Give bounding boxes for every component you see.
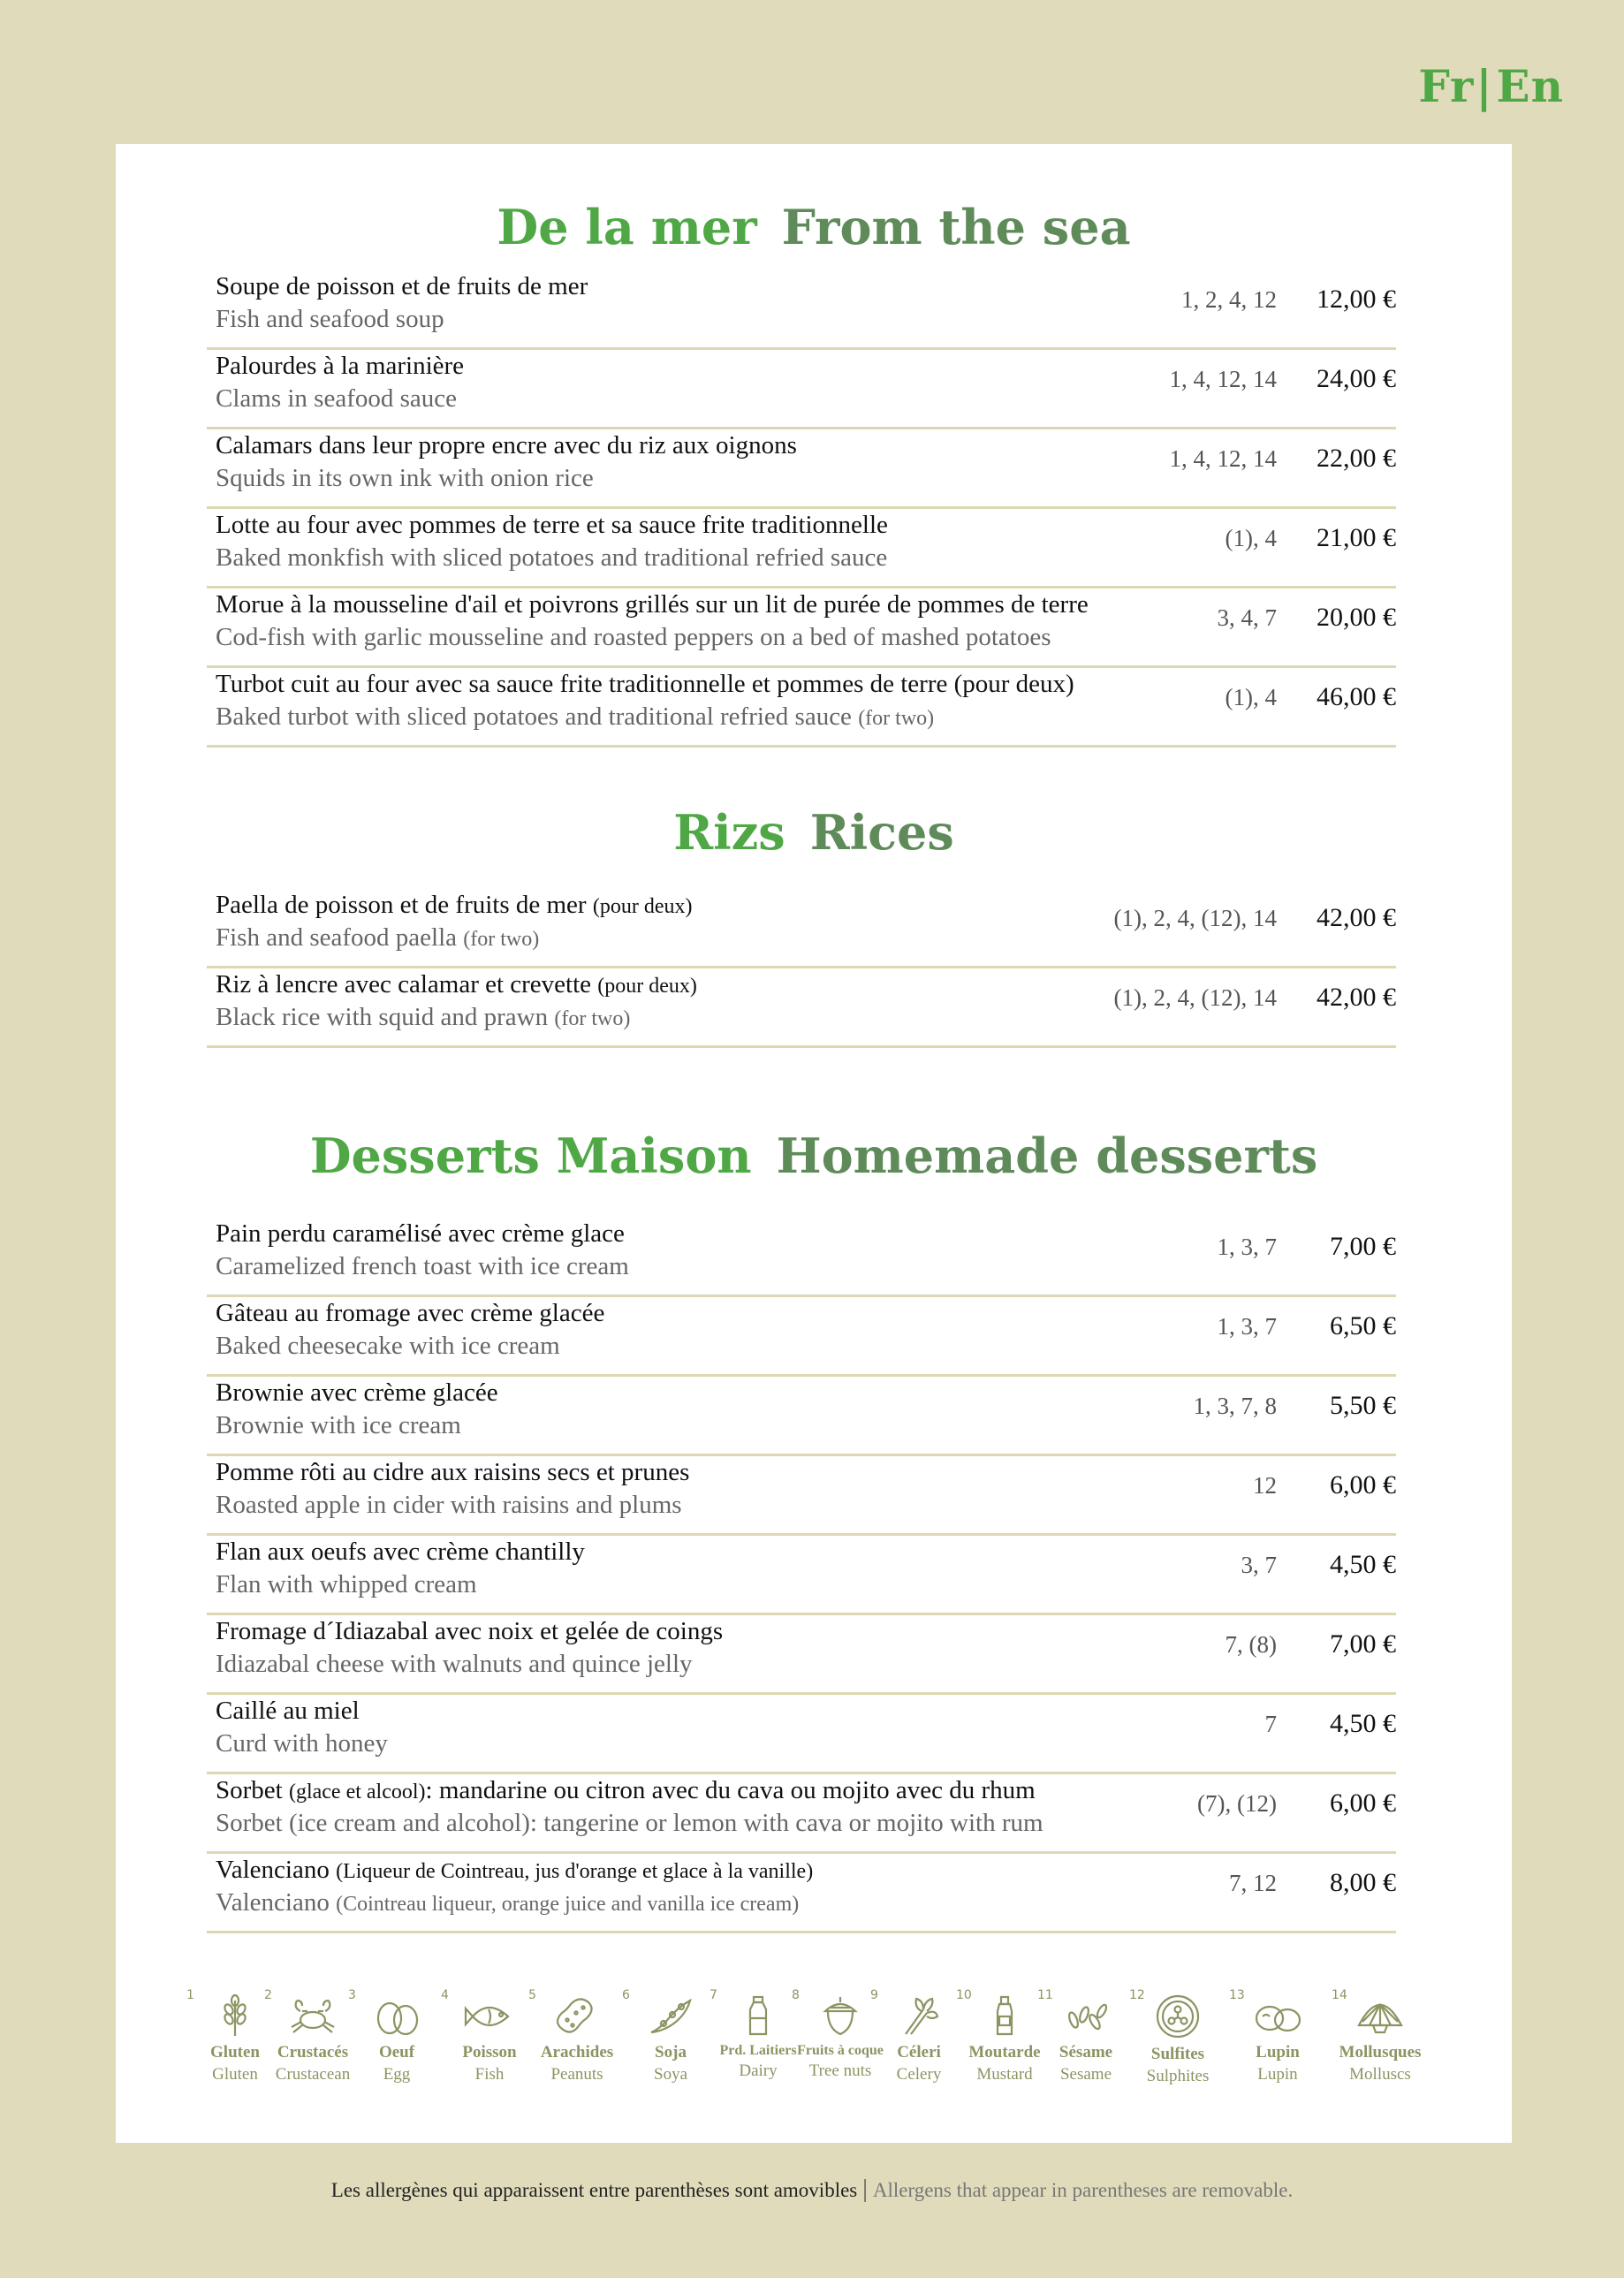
item-name-en: Cod-fish with garlic mousseline and roasted peppers on a bed of mashed potatoes bbox=[216, 623, 1051, 651]
allergen-legend bbox=[186, 1988, 1476, 2103]
acorn-icon bbox=[818, 1993, 862, 2038]
soy-icon bbox=[644, 1993, 697, 2038]
item-allergens: (1), 2, 4, (12), 14 bbox=[1113, 905, 1277, 931]
item-allergens: 1, 3, 7 bbox=[1217, 1234, 1277, 1260]
item-note-en: (Cointreau liqueur, orange juice and vanilla ice cream) bbox=[336, 1893, 800, 1916]
legend-number: 12 bbox=[1129, 1988, 1145, 2002]
menu-item bbox=[207, 350, 1396, 429]
item-name-en: Curd with honey bbox=[216, 1729, 388, 1758]
section-title-sea bbox=[116, 199, 1512, 255]
lupin-icon bbox=[1250, 1993, 1305, 2038]
legend-name-fr: Fruits à coque bbox=[797, 2043, 884, 2058]
item-name-en: Baked cheesecake with ice cream bbox=[216, 1332, 560, 1360]
item-price: 6,50 € bbox=[1330, 1311, 1396, 1340]
legend-name-en: Celery bbox=[896, 2065, 942, 2084]
menu-item bbox=[207, 889, 1396, 968]
menu-item bbox=[207, 429, 1396, 509]
menu-item bbox=[207, 668, 1396, 748]
item-price: 24,00 € bbox=[1317, 364, 1396, 393]
menu-item bbox=[207, 1615, 1396, 1695]
item-allergens: 7 bbox=[1264, 1711, 1277, 1737]
item-name-en bbox=[216, 1003, 630, 1032]
item-allergens: 1, 2, 4, 12 bbox=[1181, 286, 1277, 313]
section-title-en: Rices bbox=[809, 804, 954, 861]
item-name-fr bbox=[216, 1856, 813, 1885]
legend-number: 3 bbox=[348, 1988, 356, 2002]
legend-name-fr: Poisson bbox=[462, 2043, 517, 2062]
item-allergens: (1), 4 bbox=[1225, 684, 1277, 710]
item-name-en-main: Fish and seafood paella bbox=[216, 923, 458, 952]
legend-name-fr: Mollusques bbox=[1339, 2043, 1422, 2062]
legend-number: 13 bbox=[1229, 1988, 1245, 2002]
legend-name-fr: Crustacés bbox=[277, 2043, 349, 2062]
item-name-en: Brownie with ice cream bbox=[216, 1411, 461, 1439]
item-name-fr: Lotte au four avec pommes de terre et sa sauce frite traditionnelle bbox=[216, 511, 888, 539]
legend-name-en: Egg bbox=[383, 2065, 411, 2084]
legend-name-en: Tree nuts bbox=[808, 2062, 872, 2080]
item-note-fr: (Liqueur de Cointreau, jus d'orange et glace à la vanille) bbox=[336, 1860, 814, 1883]
item-name-fr: Calamars dans leur propre encre avec du riz aux oignons bbox=[216, 431, 797, 459]
mustard-icon bbox=[987, 1993, 1022, 2038]
item-name-en: Clams in seafood sauce bbox=[216, 384, 458, 413]
celery-icon bbox=[897, 1993, 941, 2038]
item-name-en: Sorbet (ice cream and alcohol): tangerine or lemon with cava or mojito with rum bbox=[216, 1809, 1043, 1837]
menu-item bbox=[207, 1377, 1396, 1456]
item-name-fr: Caillé au miel bbox=[216, 1697, 360, 1725]
item-allergens: 1, 4, 12, 14 bbox=[1169, 366, 1277, 392]
legend-name-en: Fish bbox=[474, 2065, 505, 2084]
legend-name-en: Mustard bbox=[976, 2065, 1033, 2084]
legend-item bbox=[1129, 1988, 1226, 2086]
menu-item bbox=[207, 1456, 1396, 1536]
item-name-fr bbox=[216, 1776, 1036, 1805]
item-name-en: Roasted apple in cider with raisins and plums bbox=[216, 1491, 682, 1519]
legend-number: 8 bbox=[792, 1988, 800, 2002]
allergen-note-separator: | bbox=[862, 2175, 868, 2203]
legend-item bbox=[348, 1988, 445, 2084]
item-price: 4,50 € bbox=[1330, 1709, 1396, 1738]
item-allergens: 7, 12 bbox=[1229, 1870, 1277, 1896]
item-name-fr: Soupe de poisson et de fruits de mer bbox=[216, 272, 588, 300]
item-name-fr: Morue à la mousseline d'ail et poivrons grillés sur un lit de purée de pommes de terre bbox=[216, 590, 1089, 619]
legend-name-en: Dairy bbox=[739, 2062, 778, 2080]
legend-name-fr: Sulfites bbox=[1150, 2045, 1205, 2063]
legend-name-fr: Arachides bbox=[540, 2043, 614, 2062]
item-name-fr: Turbot cuit au four avec sa sauce frite traditionnelle et pommes de terre (pour deux) bbox=[216, 670, 1074, 698]
legend-name-fr: Prd. Laitiers bbox=[719, 2043, 797, 2058]
item-name-en-main: Black rice with squid and prawn bbox=[216, 1003, 549, 1031]
menu-item bbox=[207, 1297, 1396, 1377]
item-note-fr: (glace et alcool) bbox=[288, 1781, 426, 1803]
item-name-en: Idiazabal cheese with walnuts and quince jelly bbox=[216, 1650, 693, 1678]
legend-number: 4 bbox=[441, 1988, 449, 2002]
item-price: 7,00 € bbox=[1330, 1232, 1396, 1261]
legend-name-en: Gluten bbox=[212, 2065, 258, 2084]
item-name-fr-main: Riz à lencre avec calamar et crevette bbox=[216, 970, 592, 999]
item-price: 12,00 € bbox=[1317, 285, 1396, 314]
peanut-icon bbox=[550, 1993, 604, 2038]
item-allergens: (1), 4 bbox=[1225, 525, 1277, 551]
item-allergens: 12 bbox=[1253, 1472, 1277, 1499]
legend-item bbox=[264, 1988, 361, 2084]
menu-item bbox=[207, 1218, 1396, 1297]
item-name-fr-main: Paella de poisson et de fruits de mer bbox=[216, 891, 587, 919]
item-name-en-main: Valenciano bbox=[216, 1888, 330, 1917]
section-title-en: From the sea bbox=[781, 199, 1131, 255]
allergen-note-en: Allergens that appear in parentheses are removable. bbox=[872, 2179, 1294, 2201]
menu-item bbox=[207, 968, 1396, 1048]
item-allergens: 1, 3, 7, 8 bbox=[1193, 1393, 1277, 1419]
item-name-fr: Flan aux oeufs avec crème chantilly bbox=[216, 1538, 585, 1566]
legend-name-fr: Oeuf bbox=[378, 2043, 415, 2062]
item-name-fr: Pomme rôti au cidre aux raisins secs et prunes bbox=[216, 1458, 690, 1486]
item-portion-fr: (pour deux) bbox=[597, 975, 697, 998]
section-title-desserts bbox=[116, 1128, 1512, 1184]
legend-number: 14 bbox=[1332, 1988, 1347, 2002]
sulphite-icon bbox=[1155, 1993, 1201, 2039]
legend-item bbox=[528, 1988, 626, 2084]
item-name-fr-rest: : mandarine ou citron avec du cava ou mojito avec du rhum bbox=[425, 1776, 1036, 1804]
legend-name-fr: Moutarde bbox=[968, 2043, 1041, 2062]
menu-item bbox=[207, 270, 1396, 350]
item-price: 42,00 € bbox=[1317, 983, 1396, 1012]
legend-item bbox=[1332, 1988, 1429, 2084]
legend-number: 10 bbox=[956, 1988, 972, 2002]
item-name-fr bbox=[216, 970, 697, 999]
language-switch bbox=[1418, 60, 1564, 112]
crab-icon bbox=[288, 1993, 338, 2038]
legend-item bbox=[870, 1988, 968, 2084]
item-name-fr-main: Sorbet bbox=[216, 1776, 283, 1804]
menu-item bbox=[207, 1536, 1396, 1615]
legend-name-en: Peanuts bbox=[550, 2065, 603, 2084]
item-name-fr bbox=[216, 891, 692, 920]
item-price: 42,00 € bbox=[1317, 903, 1396, 932]
menu-item bbox=[207, 509, 1396, 588]
legend-item bbox=[1037, 1988, 1135, 2084]
section-title-fr: Rizs bbox=[673, 804, 785, 861]
item-price: 8,00 € bbox=[1330, 1868, 1396, 1897]
item-allergens: 7, (8) bbox=[1225, 1631, 1277, 1658]
section-title-en: Homemade desserts bbox=[776, 1128, 1318, 1184]
section-title-fr: Desserts Maison bbox=[309, 1128, 752, 1184]
item-name-en: Baked monkfish with sliced potatoes and traditional refried sauce bbox=[216, 543, 888, 572]
legend-number: 9 bbox=[870, 1988, 878, 2002]
legend-number: 11 bbox=[1037, 1988, 1053, 2002]
wheat-icon bbox=[215, 1993, 255, 2038]
item-allergens: (1), 2, 4, (12), 14 bbox=[1113, 984, 1277, 1011]
legend-number: 2 bbox=[264, 1988, 272, 2002]
item-price: 6,00 € bbox=[1330, 1470, 1396, 1500]
item-name-fr-main: Valenciano bbox=[216, 1856, 330, 1884]
item-name-en: Fish and seafood soup bbox=[216, 305, 444, 333]
legend-item bbox=[441, 1988, 538, 2084]
item-name-fr: Brownie avec crème glacée bbox=[216, 1378, 498, 1407]
item-name-en: Squids in its own ink with onion rice bbox=[216, 464, 594, 492]
item-allergens: 3, 4, 7 bbox=[1217, 604, 1277, 631]
item-price: 5,50 € bbox=[1330, 1391, 1396, 1420]
legend-number: 6 bbox=[622, 1988, 630, 2002]
menu-item bbox=[207, 1695, 1396, 1774]
legend-name-en: Soya bbox=[654, 2065, 687, 2084]
item-name-en bbox=[216, 923, 539, 953]
item-price: 21,00 € bbox=[1317, 523, 1396, 552]
item-portion-en: (for two) bbox=[554, 1007, 631, 1030]
legend-name-en: Lupin bbox=[1257, 2065, 1298, 2084]
item-price: 4,50 € bbox=[1330, 1550, 1396, 1579]
item-price: 46,00 € bbox=[1317, 682, 1396, 711]
legend-name-fr: Céleri bbox=[897, 2043, 941, 2062]
item-name-en-main: Baked turbot with sliced potatoes and traditional refried sauce bbox=[216, 702, 852, 731]
fish-icon bbox=[462, 1993, 517, 2038]
egg-icon bbox=[370, 1993, 423, 2038]
item-price: 6,00 € bbox=[1330, 1788, 1396, 1818]
section-title-fr: De la mer bbox=[497, 199, 757, 255]
sesame-icon bbox=[1061, 1993, 1111, 2038]
item-price: 7,00 € bbox=[1330, 1629, 1396, 1659]
legend-number: 5 bbox=[528, 1988, 536, 2002]
menu-card bbox=[116, 144, 1512, 2143]
allergen-note-fr: Les allergènes qui apparaissent entre parenthèses sont amovibles bbox=[330, 2179, 858, 2201]
lang-en-link[interactable]: En bbox=[1496, 60, 1564, 112]
section-title-rices bbox=[116, 804, 1512, 861]
item-allergens: 3, 7 bbox=[1241, 1552, 1277, 1578]
legend-number: 7 bbox=[710, 1988, 717, 2002]
legend-name-fr: Sésame bbox=[1059, 2043, 1113, 2062]
legend-name-fr: Lupin bbox=[1256, 2043, 1300, 2062]
legend-name-en: Sulphites bbox=[1146, 2067, 1210, 2085]
legend-name-fr: Gluten bbox=[210, 2043, 260, 2062]
shell-icon bbox=[1354, 1993, 1407, 2038]
item-name-fr: Pain perdu caramélisé avec crème glace bbox=[216, 1219, 625, 1248]
lang-fr-link[interactable]: Fr bbox=[1418, 60, 1475, 112]
legend-number: 1 bbox=[186, 1988, 194, 2002]
milk-bottle-icon bbox=[740, 1993, 776, 2038]
item-name-fr: Gâteau au fromage avec crème glacée bbox=[216, 1299, 605, 1327]
menu-item bbox=[207, 1854, 1396, 1933]
item-portion-en: (for two) bbox=[463, 928, 540, 951]
item-price: 20,00 € bbox=[1317, 603, 1396, 632]
item-name-en: Flan with whipped cream bbox=[216, 1570, 477, 1598]
item-name-en: Caramelized french toast with ice cream bbox=[216, 1252, 629, 1280]
item-price: 22,00 € bbox=[1317, 444, 1396, 473]
item-name-fr: Palourdes à la marinière bbox=[216, 352, 465, 380]
allergen-note bbox=[0, 2175, 1624, 2204]
item-portion-fr: (pour deux) bbox=[592, 895, 693, 918]
item-allergens: (7), (12) bbox=[1197, 1790, 1277, 1817]
legend-name-en: Sesame bbox=[1059, 2065, 1112, 2084]
legend-name-en: Molluscs bbox=[1349, 2065, 1411, 2084]
menu-item bbox=[207, 1774, 1396, 1854]
item-name-en bbox=[216, 1888, 799, 1917]
legend-name-fr: Soja bbox=[655, 2043, 687, 2062]
item-allergens: 1, 3, 7 bbox=[1217, 1313, 1277, 1340]
legend-name-en: Crustacean bbox=[275, 2065, 351, 2084]
item-name-fr: Fromage d´Idiazabal avec noix et gelée de coings bbox=[216, 1617, 724, 1645]
item-name-en bbox=[216, 702, 934, 732]
item-allergens: 1, 4, 12, 14 bbox=[1169, 445, 1277, 472]
legend-item bbox=[622, 1988, 719, 2084]
item-portion-en: (for two) bbox=[858, 707, 935, 730]
legend-item bbox=[1229, 1988, 1326, 2084]
menu-item bbox=[207, 588, 1396, 668]
lang-separator: | bbox=[1476, 60, 1493, 112]
